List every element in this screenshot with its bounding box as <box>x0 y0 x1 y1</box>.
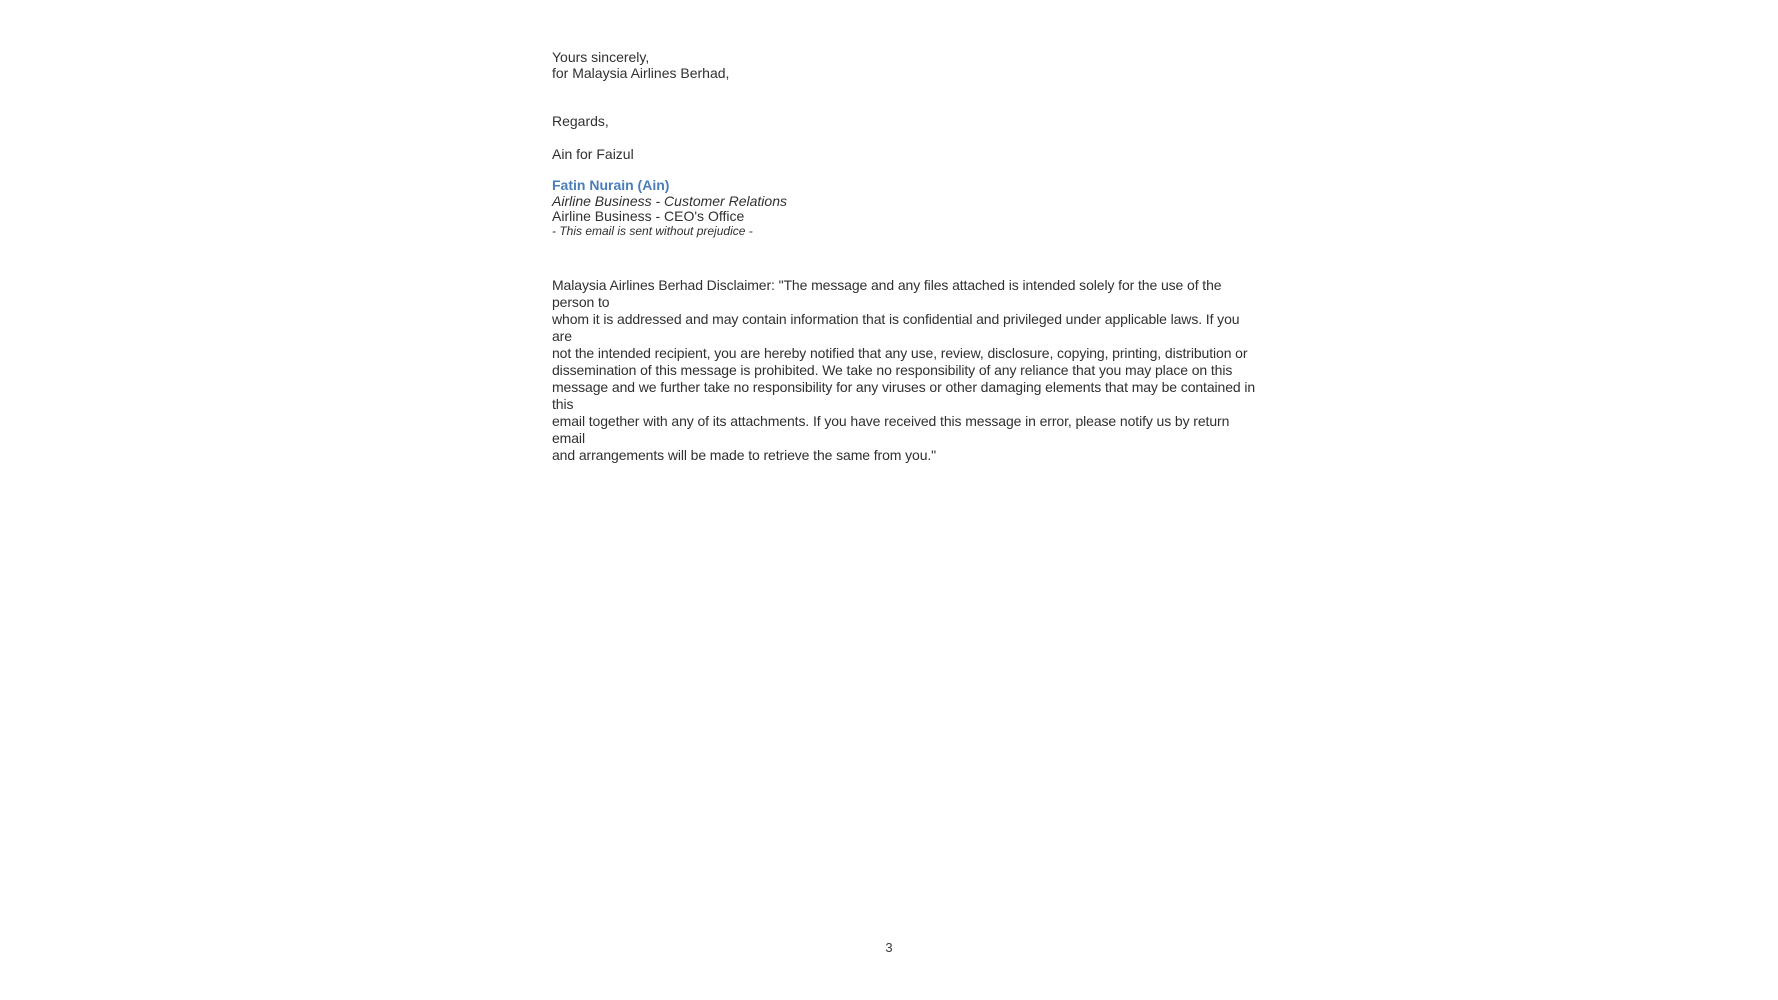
disclaimer-line: Malaysia Airlines Berhad Disclaimer: "The message and any files attached is intended solely for the use of the person to <box>552 277 1222 310</box>
disclaimer-line: not the intended recipient, you are hereby notified that any use, review, disclosure, copying, printing, distribution or <box>552 345 1248 361</box>
closing-line-2: for Malaysia Airlines Berhad, <box>552 65 730 81</box>
closing-block <box>552 49 729 81</box>
signature-name: Fatin Nurain (Ain) <box>552 177 670 193</box>
disclaimer-line: message and we further take no responsibility for any viruses or other damaging elements that may be contained in this <box>552 379 1256 412</box>
closing-line-1: Yours sincerely, <box>552 49 650 65</box>
disclaimer-paragraph <box>552 277 1262 464</box>
disclaimer-line: whom it is addressed and may contain information that is confidential and privileged under applicable laws. If you are <box>552 311 1240 344</box>
disclaimer-line: and arrangements will be made to retrieve the same from you." <box>552 447 937 463</box>
without-prejudice-note: - This email is sent without prejudice - <box>552 224 753 238</box>
regards-text: Regards, <box>552 113 609 129</box>
signed-by-text: Ain for Faizul <box>552 146 634 162</box>
page-number: 3 <box>885 940 893 955</box>
disclaimer-line: dissemination of this message is prohibited. We take no responsibility of any reliance that you may place on this <box>552 362 1233 378</box>
signature-department-2: Airline Business - CEO's Office <box>552 208 745 224</box>
signature-department-1: Airline Business - Customer Relations <box>552 193 787 209</box>
disclaimer-line: email together with any of its attachments. If you have received this message in error, please notify us by return email <box>552 413 1230 446</box>
